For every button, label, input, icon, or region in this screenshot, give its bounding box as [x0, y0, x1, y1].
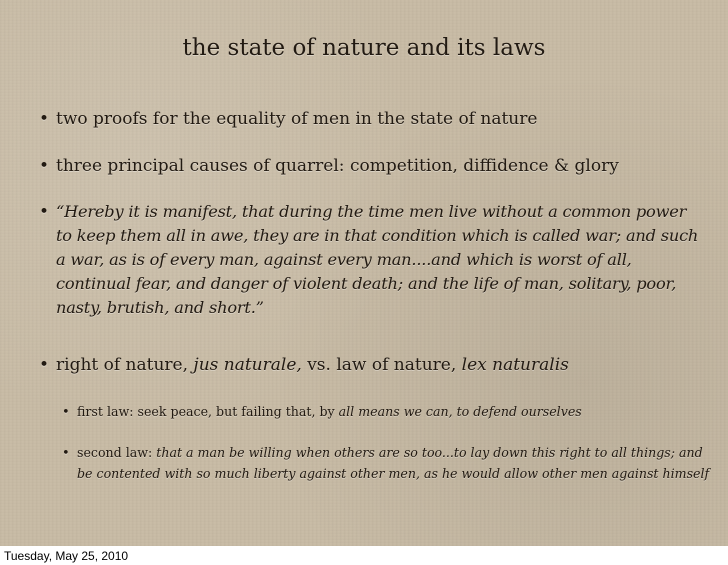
- lex-naturalis: lex naturalis: [461, 355, 569, 375]
- bullet-text: three principal causes of quarrel: competition, diffidence & glory: [56, 156, 619, 176]
- nature-text-1: right of nature,: [56, 355, 194, 375]
- nature-text-2: vs. law of nature,: [301, 355, 462, 375]
- bullet-dot: •: [39, 156, 50, 176]
- bullet-dot: •: [39, 109, 50, 129]
- first-law-italic: all means we can, to defend ourselves: [338, 404, 582, 419]
- bullet-dot: •: [39, 202, 50, 222]
- bullet-dot: •: [39, 355, 50, 375]
- jus-naturale: jus naturale,: [193, 355, 302, 375]
- bullet-quarrel: [39, 154, 619, 179]
- bullet-equality: [39, 107, 537, 132]
- bullet-dot: •: [62, 405, 70, 420]
- footer-date: Tuesday, May 25, 2010: [4, 549, 129, 563]
- bullet-right-vs-law: [39, 353, 569, 378]
- bullet-dot: •: [62, 446, 70, 461]
- second-law-text: second law:: [77, 445, 157, 460]
- sub-bullet-second-law: [62, 443, 703, 463]
- slide-title: the state of nature and its laws: [182, 35, 546, 61]
- first-law-text: first law: seek peace, but failing that, by: [77, 404, 339, 419]
- second-law-italic-2: be contented with so much liberty against other men, as he would allow other men against himself: [77, 466, 710, 481]
- quote-text: “Hereby it is manifest, that during the time men live without a common power to keep them all in awe, they are in that condition which is called war; and such a war, as is of every man, against every man....and which is worst of all, continual fear, and danger of violent death; and the life of man, solitary, poor, nasty, brutish, and short.”: [56, 202, 699, 317]
- second-law-italic-1: that a man be willing when others are so too...to lay down this right to all things; and: [156, 445, 703, 460]
- sub-bullet-first-law: [62, 402, 582, 422]
- hobbes-quote: [39, 200, 699, 320]
- bullet-text: two proofs for the equality of men in the state of nature: [56, 109, 538, 129]
